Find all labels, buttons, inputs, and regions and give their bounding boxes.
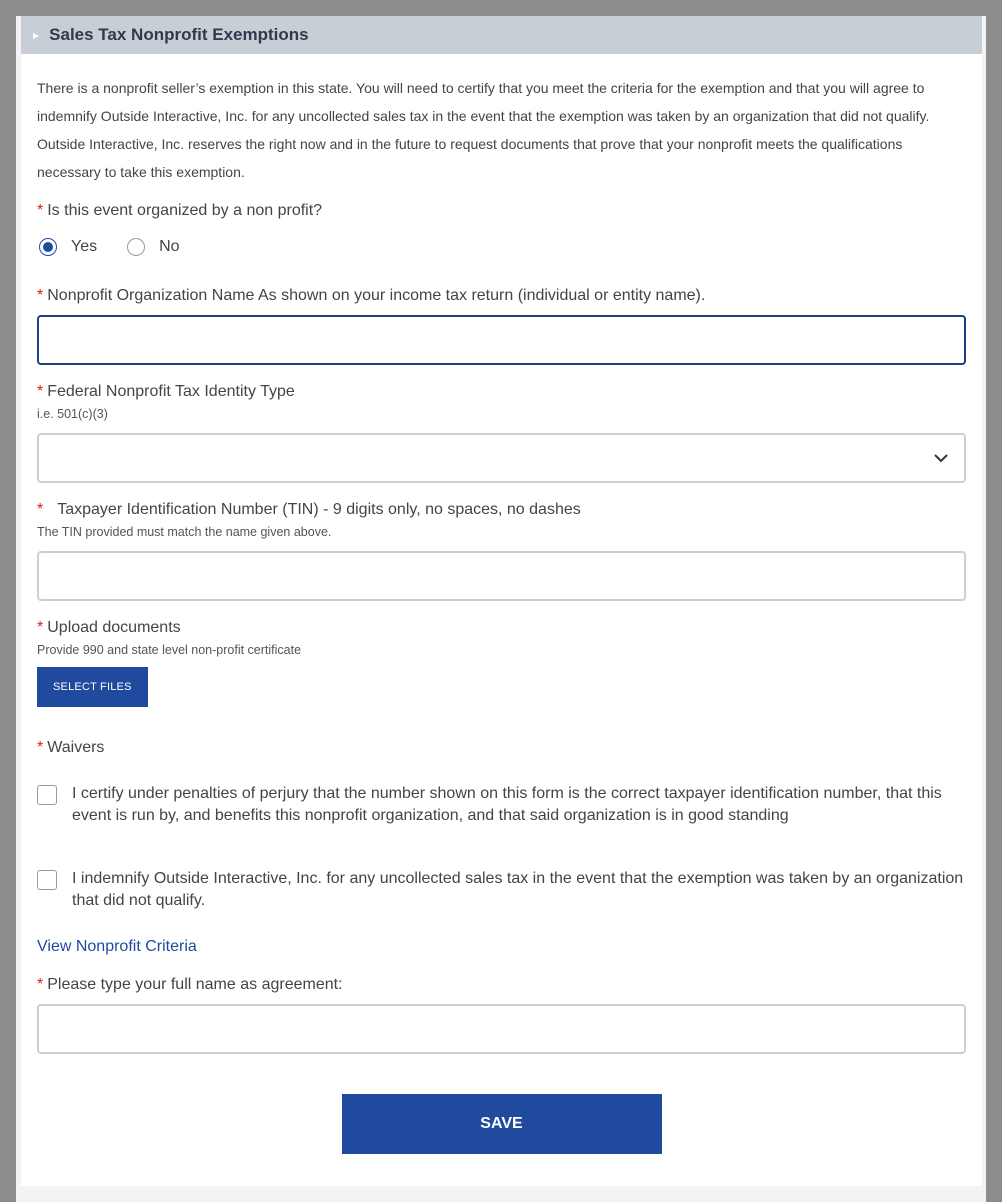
tin-input[interactable] xyxy=(37,551,966,601)
upload-label: * Upload documents xyxy=(37,619,181,636)
criteria-link-row xyxy=(37,938,966,956)
exemption-panel xyxy=(21,16,982,1186)
radio-no-indicator[interactable] xyxy=(127,238,145,256)
expand-caret-icon[interactable]: ▶ xyxy=(33,30,40,40)
waiver-indemnify[interactable]: I indemnify Outside Interactive, Inc. for any uncollected sales tax in the event that the exemption was taken by an organization that did not qualify. xyxy=(37,868,966,912)
chevron-down-icon[interactable] xyxy=(932,449,950,467)
waiver-perjury[interactable]: I certify under penalties of perjury that the number shown on this form is the correct taxpayer identification number, that this event is run by, and benefits this nonprofit organization, and that said organization is in good standing xyxy=(37,783,966,827)
agreement-input[interactable] xyxy=(37,1004,966,1054)
tax-type-select[interactable] xyxy=(37,433,966,483)
tin-label: * Taxpayer Identification Number (TIN) - 9 digits only, no spaces, no dashes xyxy=(37,501,581,518)
tin-hint: The TIN provided must match the name given above. xyxy=(37,525,332,539)
select-files-button[interactable]: SELECT FILES xyxy=(37,667,148,707)
radio-no[interactable]: No xyxy=(125,238,179,256)
nonprofit-question-label: * Is this event organized by a non profit? xyxy=(37,202,323,219)
tax-type-label: * Federal Nonprofit Tax Identity Type xyxy=(37,383,295,400)
waivers-label: * Waivers xyxy=(37,739,105,756)
view-criteria-link[interactable]: View Nonprofit Criteria xyxy=(37,938,197,955)
radio-yes-indicator[interactable] xyxy=(39,238,57,256)
section-header[interactable] xyxy=(21,16,982,54)
save-button[interactable]: SAVE xyxy=(342,1094,662,1154)
upload-hint: Provide 990 and state level non-profit certificate xyxy=(37,643,302,657)
section-title: Sales Tax Nonprofit Exemptions xyxy=(49,25,309,44)
required-marker: * xyxy=(37,202,44,219)
org-name-input[interactable] xyxy=(37,315,966,365)
tax-type-hint: i.e. 501(c)(3) xyxy=(37,407,108,421)
nonprofit-radio-group xyxy=(37,238,966,256)
radio-yes[interactable]: Yes xyxy=(37,238,97,256)
waiver-perjury-checkbox[interactable] xyxy=(37,785,57,805)
waiver-indemnify-checkbox[interactable] xyxy=(37,870,57,890)
org-name-label: * Nonprofit Organization Name As shown on your income tax return (individual or entity name). xyxy=(37,287,706,304)
agreement-label: * Please type your full name as agreement: xyxy=(37,976,343,993)
intro-text: There is a nonprofit seller’s exemption in this state. You will need to certify that you meet the criteria for the exemption and that you will agree to indemnify Outside Interactive, Inc. for any uncollected sales tax in the event that the exemption was taken by an organization that did not qualify. Outside Interactive, Inc. reserves the right now and in the future to request documents that prove that your nonprofit meets the qualifications necessary to take this exemption. xyxy=(37,80,930,180)
